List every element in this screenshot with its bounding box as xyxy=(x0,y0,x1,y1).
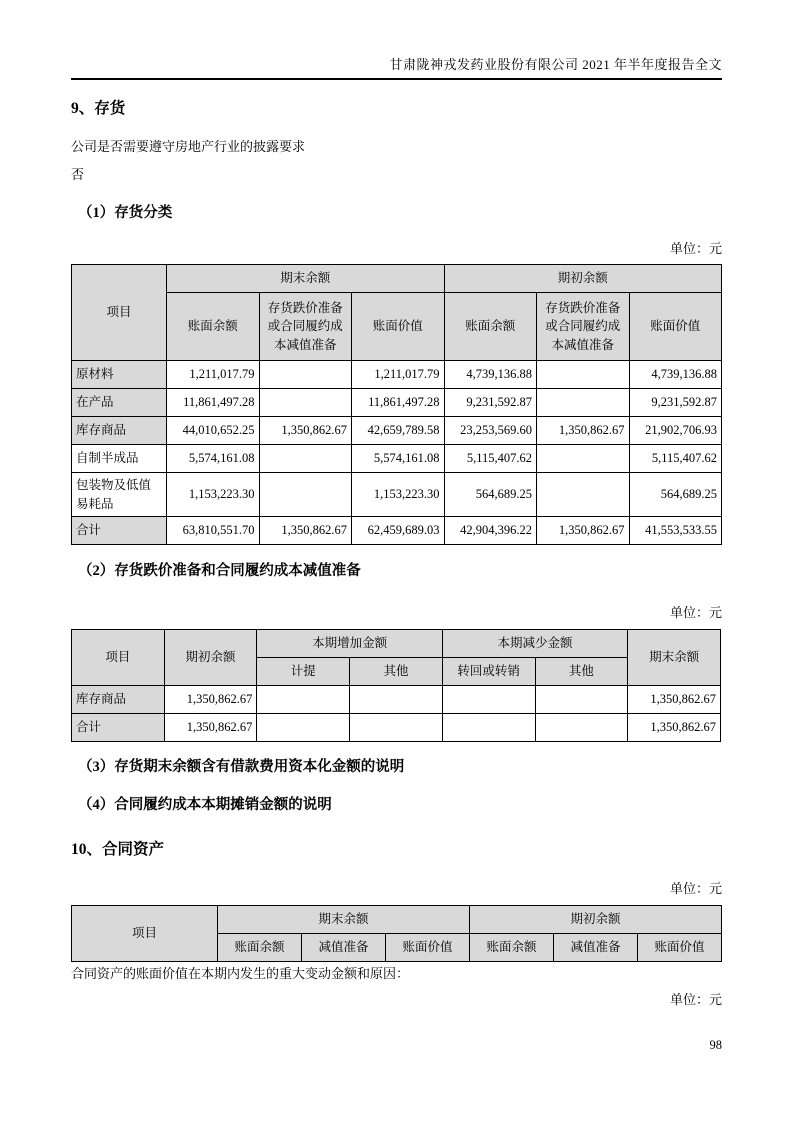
amount-cell: 11,861,497.28 xyxy=(167,389,260,417)
amount-cell: 1,153,223.30 xyxy=(167,473,260,517)
amount-cell xyxy=(537,445,630,473)
section-9-heading: 9、存货 xyxy=(71,100,126,117)
unit-label-1: 单位：元 xyxy=(669,241,722,256)
amount-cell: 1,350,862.67 xyxy=(537,417,630,445)
amount-cell xyxy=(259,361,352,389)
table-subheader-row xyxy=(72,293,722,361)
row-label: 自制半成品 xyxy=(72,445,167,473)
amount-cell: 1,350,862.67 xyxy=(537,517,630,545)
amount-cell: 1,153,223.30 xyxy=(352,473,445,517)
page-content xyxy=(71,0,722,1008)
amount-cell: 23,253,569.60 xyxy=(444,417,537,445)
row-label: 库存商品 xyxy=(72,686,165,714)
amount-cell: 1,350,862.67 xyxy=(164,686,257,714)
header-cell-book-value: 账面价值 xyxy=(386,934,470,962)
header-cell-period-end: 期末余额 xyxy=(218,906,470,934)
row-label: 原材料 xyxy=(72,361,167,389)
inventory-classification-table xyxy=(71,264,722,545)
amount-cell xyxy=(535,714,628,742)
amount-cell: 9,231,592.87 xyxy=(444,389,537,417)
amount-cell xyxy=(259,473,352,517)
header-cell-begin-balance: 期初余额 xyxy=(164,630,257,686)
amount-cell: 42,904,396.22 xyxy=(444,517,537,545)
amount-cell xyxy=(442,714,535,742)
amount-cell: 11,861,497.28 xyxy=(352,389,445,417)
header-cell-reversal: 转回或转销 xyxy=(442,658,535,686)
table-total-row xyxy=(72,714,721,742)
amount-cell xyxy=(257,714,350,742)
amount-cell: 1,350,862.67 xyxy=(164,714,257,742)
amount-cell: 21,902,706.93 xyxy=(629,417,722,445)
table-row xyxy=(72,473,722,517)
header-cell-impairment: 减值准备 xyxy=(554,934,638,962)
header-cell-book-value: 账面价值 xyxy=(629,293,722,361)
table-header-row xyxy=(72,265,722,293)
amount-cell: 564,689.25 xyxy=(629,473,722,517)
amount-cell xyxy=(537,473,630,517)
header-cell-provision: 存货跌价准备或合同履约成本减值准备 xyxy=(259,293,352,361)
header-cell-accrual: 计提 xyxy=(257,658,350,686)
header-cell-impairment: 减值准备 xyxy=(302,934,386,962)
amount-cell: 41,553,533.55 xyxy=(629,517,722,545)
unit-label-3: 单位：元 xyxy=(669,881,722,896)
row-label: 在产品 xyxy=(72,389,167,417)
header-cell-end-balance: 期末余额 xyxy=(628,630,721,686)
header-divider xyxy=(71,78,722,80)
header-cell-other: 其他 xyxy=(535,658,628,686)
amount-cell: 62,459,689.03 xyxy=(352,517,445,545)
amount-cell: 5,115,407.62 xyxy=(629,445,722,473)
amount-cell: 5,574,161.08 xyxy=(352,445,445,473)
header-cell-increase-group: 本期增加金额 xyxy=(257,630,442,658)
report-header-title: 甘肃陇神戎发药业股份有限公司 2021 年半年度报告全文 xyxy=(389,57,722,72)
row-label: 库存商品 xyxy=(72,417,167,445)
amount-cell: 1,350,862.67 xyxy=(628,714,721,742)
contract-asset-note: 合同资产的账面价值在本期内发生的重大变动金额和原因： xyxy=(71,966,410,981)
amount-cell: 1,211,017.79 xyxy=(352,361,445,389)
amount-cell xyxy=(442,686,535,714)
section-9-2-heading: （2）存货跌价准备和合同履约成本减值准备 xyxy=(78,563,361,579)
row-label: 合计 xyxy=(72,714,165,742)
amount-cell xyxy=(259,445,352,473)
amount-cell: 1,350,862.67 xyxy=(259,417,352,445)
amount-cell: 5,574,161.08 xyxy=(167,445,260,473)
table-total-row xyxy=(72,517,722,545)
table-row xyxy=(72,417,722,445)
header-cell-item: 项目 xyxy=(72,265,167,361)
amount-cell xyxy=(537,361,630,389)
header-cell-decrease-group: 本期减少金额 xyxy=(442,630,627,658)
amount-cell: 1,350,862.67 xyxy=(259,517,352,545)
header-cell-period-end: 期末余额 xyxy=(167,265,445,293)
unit-label-2: 单位：元 xyxy=(669,605,722,620)
amount-cell: 4,739,136.88 xyxy=(629,361,722,389)
page-number: 98 xyxy=(709,1038,722,1052)
amount-cell: 1,211,017.79 xyxy=(167,361,260,389)
header-cell-book-balance: 账面余额 xyxy=(167,293,260,361)
header-cell-book-balance: 账面余额 xyxy=(444,293,537,361)
header-cell-item: 项目 xyxy=(72,906,218,962)
inventory-provision-table xyxy=(71,629,721,742)
amount-cell xyxy=(259,389,352,417)
header-cell-other: 其他 xyxy=(350,658,443,686)
section-9-1-heading: （1）存货分类 xyxy=(78,205,173,221)
table-row xyxy=(72,686,721,714)
header-cell-period-begin: 期初余额 xyxy=(444,265,722,293)
amount-cell: 5,115,407.62 xyxy=(444,445,537,473)
section-10-heading: 10、合同资产 xyxy=(71,841,165,858)
amount-cell: 63,810,551.70 xyxy=(167,517,260,545)
table-header-row xyxy=(72,906,722,934)
section-9-4-heading: （4）合同履约成本本期摊销金额的说明 xyxy=(78,797,332,813)
disclosure-answer: 否 xyxy=(71,167,85,182)
contract-assets-table xyxy=(71,905,722,962)
table-row xyxy=(72,389,722,417)
amount-cell: 564,689.25 xyxy=(444,473,537,517)
amount-cell: 9,231,592.87 xyxy=(629,389,722,417)
row-label: 合计 xyxy=(72,517,167,545)
amount-cell xyxy=(350,714,443,742)
row-label: 包装物及低值易耗品 xyxy=(72,473,167,517)
header-cell-provision: 存货跌价准备或合同履约成本减值准备 xyxy=(537,293,630,361)
amount-cell xyxy=(537,389,630,417)
amount-cell: 4,739,136.88 xyxy=(444,361,537,389)
table-row xyxy=(72,445,722,473)
header-cell-book-value: 账面价值 xyxy=(638,934,722,962)
disclosure-question: 公司是否需要遵守房地产行业的披露要求 xyxy=(71,139,306,154)
amount-cell: 44,010,652.25 xyxy=(167,417,260,445)
table-header-row xyxy=(72,630,721,658)
header-cell-item: 项目 xyxy=(72,630,165,686)
section-9-3-heading: （3）存货期末余额含有借款费用资本化金额的说明 xyxy=(78,759,405,775)
amount-cell: 1,350,862.67 xyxy=(628,686,721,714)
amount-cell xyxy=(257,686,350,714)
unit-label-4: 单位：元 xyxy=(669,992,722,1007)
header-cell-book-balance: 账面余额 xyxy=(470,934,554,962)
header-cell-period-begin: 期初余额 xyxy=(470,906,722,934)
table-row xyxy=(72,361,722,389)
header-cell-book-balance: 账面余额 xyxy=(218,934,302,962)
header-cell-book-value: 账面价值 xyxy=(352,293,445,361)
amount-cell xyxy=(350,686,443,714)
amount-cell xyxy=(535,686,628,714)
amount-cell: 42,659,789.58 xyxy=(352,417,445,445)
